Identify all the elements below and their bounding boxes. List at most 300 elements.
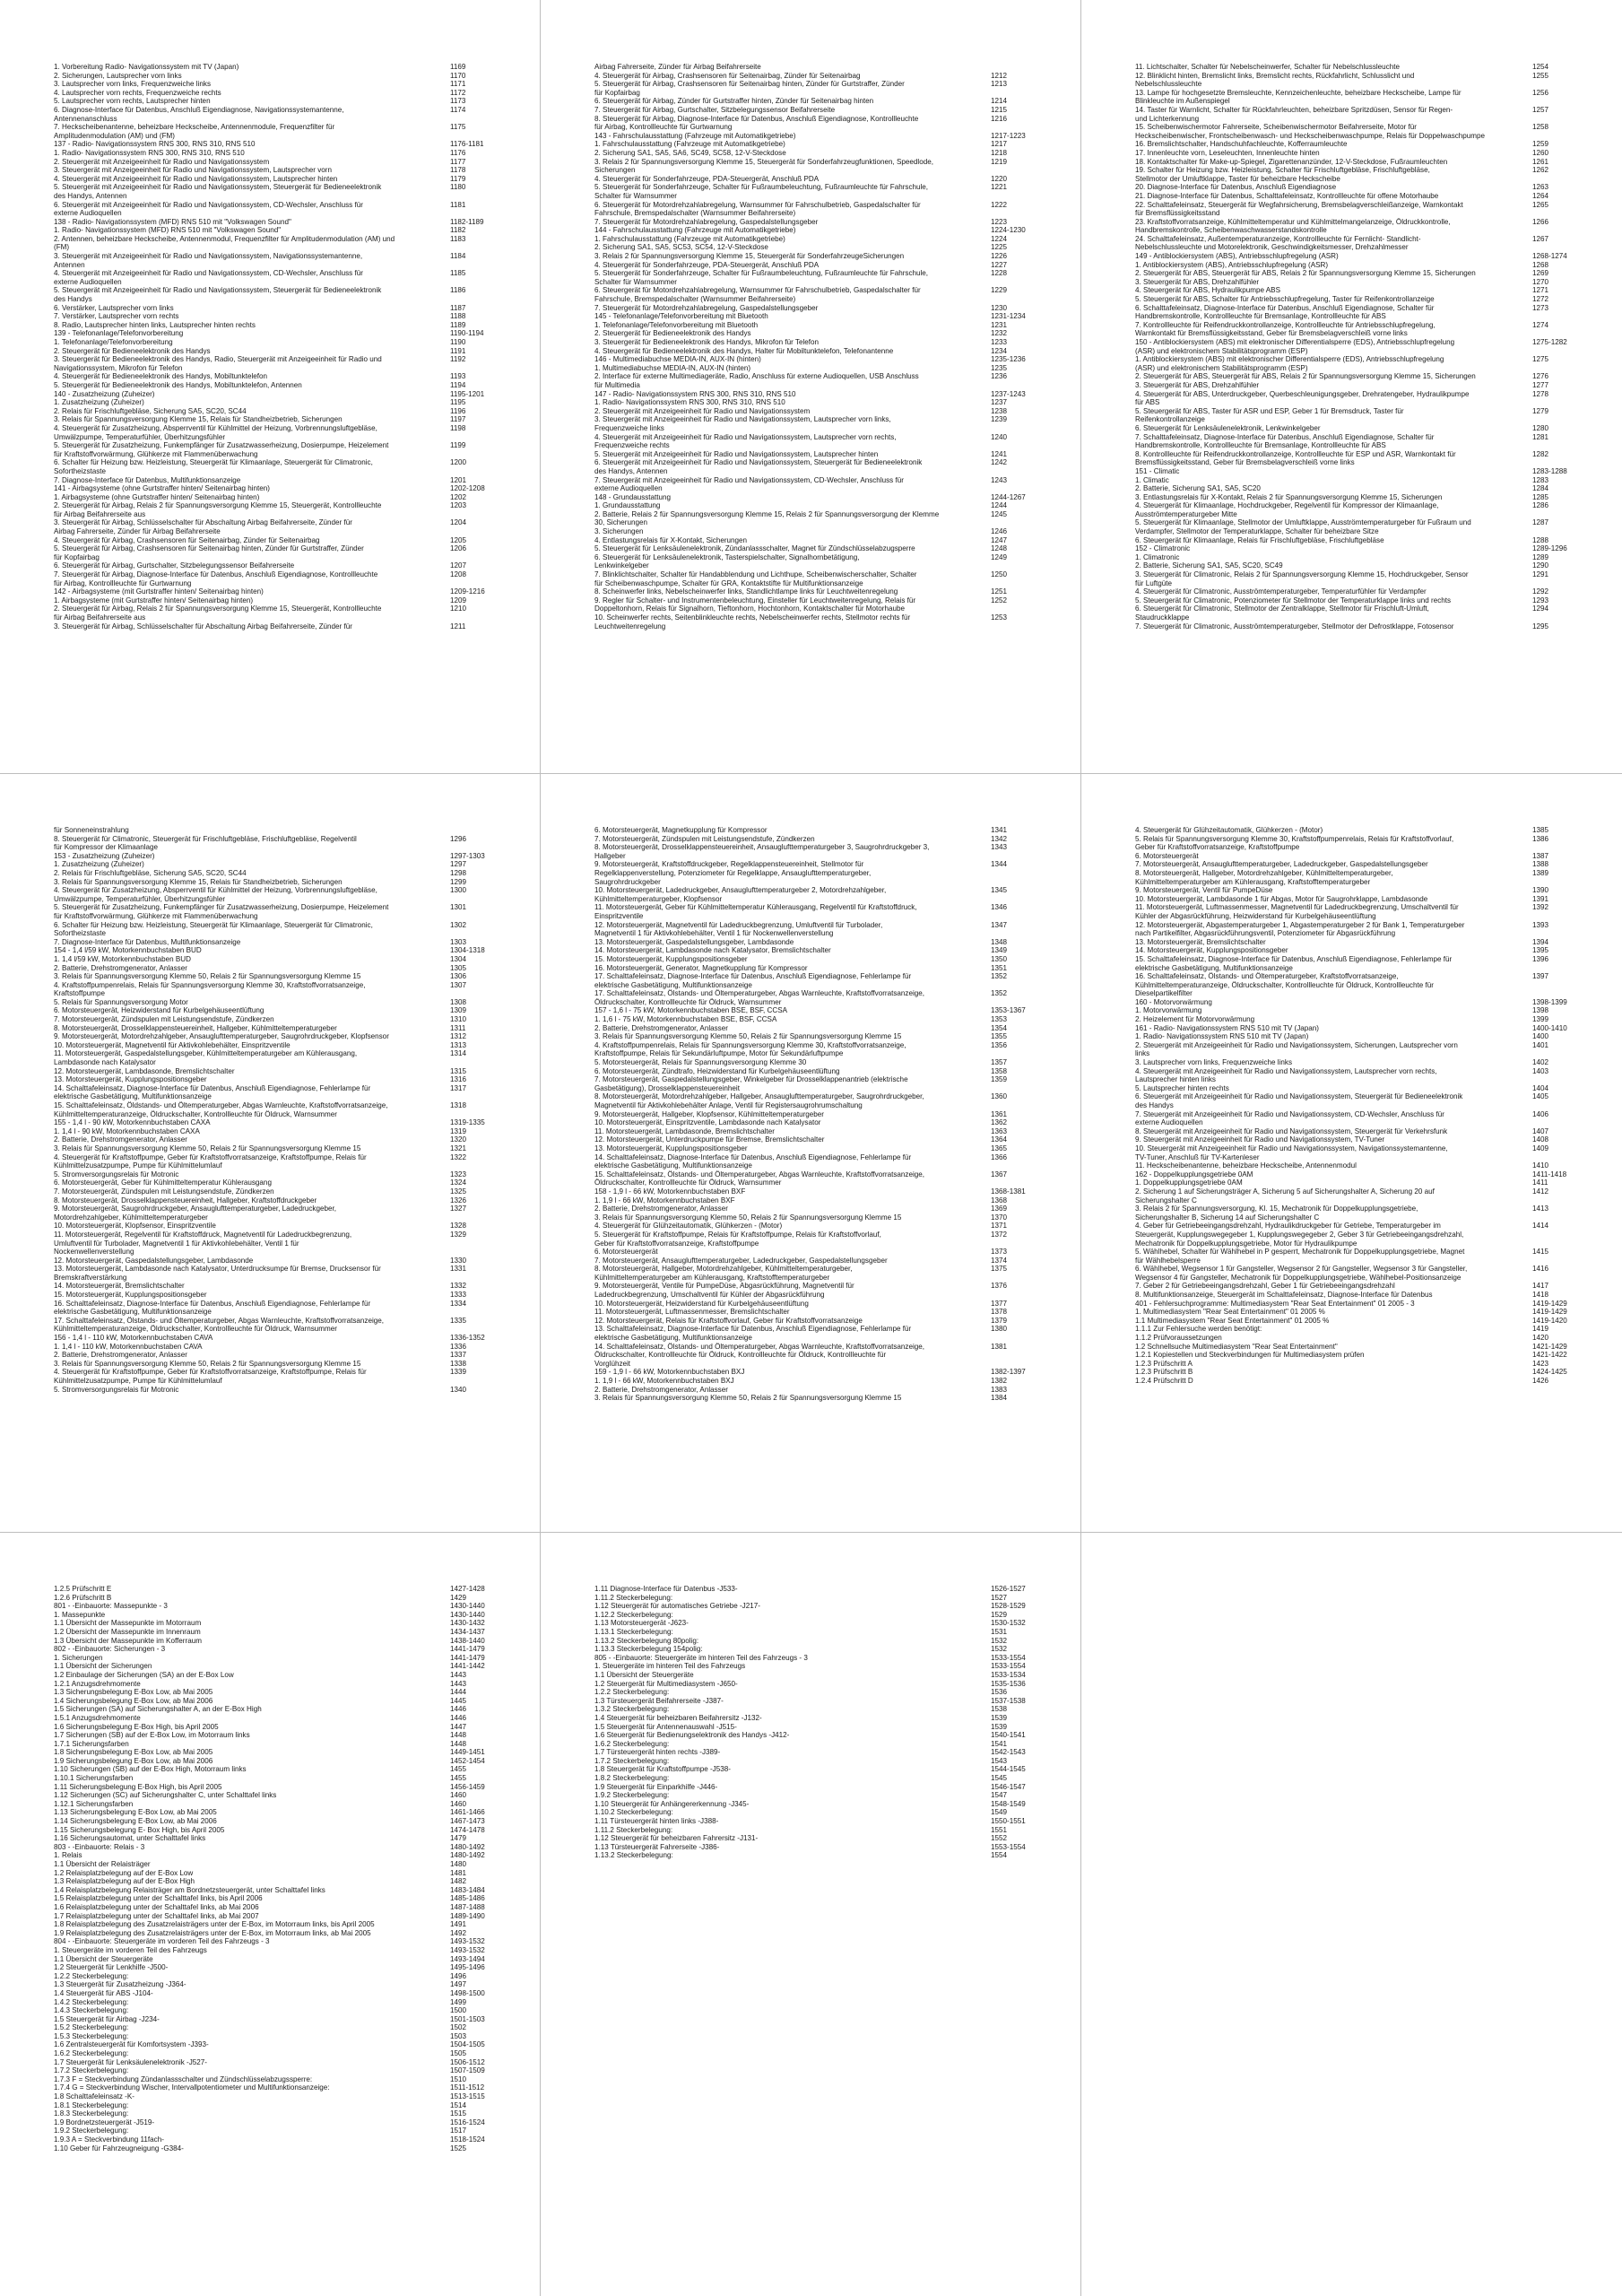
toc-entry-page: 1229	[991, 286, 1008, 295]
toc-entry	[54, 243, 516, 252]
toc-entry-title: Magnetventil 1 für Aktivkohlebehälter, Ventil 1 für Nockenwellenverstellung	[594, 929, 834, 938]
toc-entry	[54, 903, 516, 912]
toc-entry-title: Öldruckschalter, Kontrollleuchte für Öldruck, Warnsummer	[594, 1178, 782, 1187]
toc-entry	[54, 1274, 516, 1283]
toc-entry-page: 1404	[1532, 1083, 1549, 1092]
toc-entry-title: 1.11.2 Steckerbelegung:	[594, 1593, 673, 1602]
toc-entry-title: Dieselpartikelfilter	[1135, 989, 1193, 998]
toc-entry-title: 1.8.1 Steckerbelegung:	[54, 2100, 129, 2109]
toc-entry-title: 1.9.2 Steckerbelegung:	[54, 2126, 129, 2135]
toc-entry	[594, 1101, 1057, 1110]
toc-entry-page: 1491	[450, 1920, 467, 1929]
toc-entry-title: 140 - Zusatzheizung (Zuheizer)	[54, 389, 155, 398]
toc-entry-page: 1353	[991, 1015, 1008, 1024]
toc-entry	[594, 1127, 1057, 1136]
toc-entry	[594, 955, 1057, 964]
toc-entry-title: 143 - Fahrschulausstattung (Fahrzeuge mit Automatikgetriebe)	[594, 131, 796, 140]
toc-entry-page: 1176	[450, 148, 466, 157]
toc-entry	[1135, 1187, 1599, 1196]
toc-entry-title: 13. Motorsteuergerät, Lambdasonde nach Katalysator, Unterdrucksumpe für Bremse, Drucksensor für	[54, 1265, 381, 1274]
toc-entry-title: 1.2 Schnellsuche Multimediasystem "Rear Seat Entertainment"	[1135, 1342, 1338, 1351]
toc-entry	[1135, 1178, 1599, 1187]
toc-entry-page: 1493-1532	[450, 1945, 485, 1954]
toc-entry-title: 4. Geber für Getriebeeingangsdrehzahl, Hydraulikdruckgeber für Getriebe, Temperaturgeber im	[1135, 1222, 1441, 1231]
toc-entry-page: 1288	[1532, 535, 1549, 544]
toc-entry	[54, 1748, 516, 1757]
toc-entry-page: 1550-1551	[991, 1817, 1026, 1826]
toc-entry	[54, 878, 516, 887]
toc-entry	[1135, 886, 1599, 895]
toc-entry-page: 1381	[991, 1342, 1008, 1351]
toc-entry	[1135, 1317, 1599, 1326]
toc-entry	[54, 1671, 516, 1680]
toc-entry-title: 8. Motorsteuergerät, Hallgeber, Motordrehzahlgeber, Kühlmitteltemperaturgeber,	[1135, 868, 1393, 877]
toc-entry-page: 1198	[450, 423, 466, 432]
toc-entry-title: 6. Motorsteuergerät, Magnetkupplung für Kompressor	[594, 826, 768, 834]
toc-entry-title: 3. Relais 2 für Spannungsversorgung, Kl. 15, Mechatronik für Doppelkupplungsgetriebe,	[1135, 1205, 1418, 1213]
toc-entry-title: für Kompressor der Klimaanlage	[54, 843, 159, 852]
toc-entry-page: 1373	[991, 1248, 1008, 1257]
toc-entry-page: 1430-1440	[450, 1602, 485, 1611]
toc-entry-page: 1298	[450, 868, 467, 877]
toc-entry-page: 1423	[1532, 1359, 1549, 1368]
toc-entry	[54, 1231, 516, 1239]
toc-entry-page: 1482	[450, 1877, 467, 1886]
toc-entry	[1135, 364, 1599, 373]
toc-entry-title: 6. Motorsteuergerät	[1135, 851, 1199, 860]
toc-entry-title: 15. Schalttafeleinsatz, Diagnose-Interface für Datenbus, Anschluß Eigendiagnose, Fehlerlampe für	[1135, 954, 1453, 963]
toc-entry	[594, 1688, 1057, 1697]
toc-entry-title: 1.13 Motorsteuergerät -J623-	[594, 1619, 689, 1628]
toc-entry	[594, 596, 1057, 605]
toc-entry-page: 1396	[1532, 954, 1549, 963]
toc-entry-page: 1460	[450, 1791, 467, 1800]
toc-entry-title: für Luftgüte	[1135, 578, 1172, 587]
toc-entry	[54, 1714, 516, 1723]
toc-entry-title: 4. Steuergerät für Klimaanlage, Hochdruckgeber, Regelventil für Kompressor der Klimaanlage,	[1135, 501, 1439, 510]
toc-entry-page: 1438-1440	[450, 1636, 485, 1645]
toc-entry-title: 1.5.1 Anzugsdrehmomente	[54, 1713, 141, 1722]
toc-entry-page: 1517	[450, 2126, 467, 2135]
toc-entry-page: 1528-1529	[991, 1602, 1026, 1611]
toc-entry	[1135, 1213, 1599, 1222]
toc-entry-page: 1506-1512	[450, 2057, 485, 2066]
toc-entry	[1135, 226, 1599, 235]
toc-entry-page: 1535-1536	[991, 1679, 1026, 1688]
toc-entry-page: 1269	[1532, 269, 1549, 278]
toc-entry	[594, 390, 1057, 399]
toc-entry	[594, 278, 1057, 287]
toc-entry	[1135, 398, 1599, 407]
toc-entry	[54, 955, 516, 964]
toc-entry-title: für Sonneneinstrahlung	[54, 826, 129, 834]
toc-entry-page: 1421-1422	[1532, 1351, 1567, 1360]
toc-entry-page: 1382	[991, 1377, 1008, 1385]
toc-entry-page: 1527	[991, 1593, 1008, 1602]
toc-entry-title: 1.15 Sicherungsbelegung E- Box High, bis April 2005	[54, 1825, 225, 1834]
toc-entry-page: 1532	[991, 1645, 1008, 1654]
toc-entry-page: 1300	[450, 886, 467, 895]
toc-entry-page: 1216	[991, 114, 1008, 123]
toc-entry	[594, 407, 1057, 416]
toc-entry-page: 1239	[991, 415, 1008, 424]
toc-entry-title: 1.9 Steuergerät für Einparkhilfe -J446-	[594, 1782, 718, 1791]
toc-entry	[1135, 192, 1599, 201]
toc-entry-page: 1449-1451	[450, 1748, 485, 1757]
toc-entry-page: 1400	[1532, 1032, 1549, 1041]
toc-entry-title: 1. Climatic	[1135, 475, 1169, 484]
toc-entry-title: 1.7.2 Steckerbelegung:	[54, 2066, 129, 2075]
toc-entry-page: 1448	[450, 1731, 467, 1740]
toc-entry-title: 4. Steuergerät für Kraftstoffpumpe, Geber für Kraftstoffvorratsanzeige, Kraftstoffpumpe, Relais für	[54, 1368, 367, 1377]
toc-entry-page: 1377	[991, 1299, 1008, 1308]
toc-entry	[594, 1783, 1057, 1792]
toc-entry	[1135, 1067, 1599, 1076]
toc-entry	[54, 1912, 516, 1921]
toc-entry	[54, 1662, 516, 1671]
toc-entry-page: 1249	[991, 552, 1008, 561]
toc-entry-page: 1345	[991, 886, 1008, 895]
toc-entry-page: 1460	[450, 1799, 467, 1808]
toc-entry-page: 1265	[1532, 200, 1549, 209]
toc-entry-title: 4. Steuergerät für Kraftstoffpumpe, Geber für Kraftstoffvorratsanzeige, Kraftstoffpumpe, Relais für	[54, 1152, 367, 1161]
toc-entry-page: 1374	[991, 1256, 1008, 1265]
toc-entry-page: 1285	[1532, 492, 1549, 501]
toc-entry-page: 1272	[1532, 295, 1549, 304]
toc-entry	[54, 390, 516, 399]
toc-entry	[1135, 622, 1599, 631]
toc-entry	[54, 1637, 516, 1646]
toc-entry-page: 1281	[1532, 432, 1549, 441]
toc-entry	[594, 484, 1057, 493]
toc-entry-title: 4. Steuergerät für Glühzeitautomatik, Glühkerzen - (Motor)	[1135, 826, 1323, 834]
toc-entry-page: 1256	[1532, 88, 1549, 97]
toc-entry-title: 2. Heizelement für Motorvorwärmung	[1135, 1015, 1255, 1024]
toc-entry	[594, 1308, 1057, 1317]
document-page-7	[0, 1533, 540, 2296]
toc-entry-page: 1545	[991, 1774, 1008, 1783]
toc-entry	[54, 1153, 516, 1162]
toc-entry	[594, 938, 1057, 947]
toc-entry	[594, 1851, 1057, 1860]
toc-entry-title: 11. Motorsteuergerät, Gaspedalstellungsgeber, Kühlmitteltemperaturgeber am Kühlerausgang,	[54, 1049, 358, 1058]
toc-entry	[594, 1196, 1057, 1205]
toc-entry-title: Handbremskontrolle, Kontrollleuchte für Bremsanlage, Kontrollleuchte für ABS	[1135, 312, 1386, 321]
toc-entry-title: 5. Steuergerät für Klimaanlage, Stellmotor der Umluftklappe, Ausströmtemperaturgeber für Fußraum und	[1135, 518, 1471, 527]
toc-entry	[54, 209, 516, 218]
toc-entry-title: Stellmotor der Umluftklappe, Taster für beheizbare Heckscheibe	[1135, 174, 1340, 183]
toc-entry-title: 803 - -Einbauorte: Relais - 3	[54, 1842, 145, 1851]
toc-entry-title: 1. Steuergeräte im hinteren Teil des Fahrzeugs	[594, 1662, 746, 1671]
toc-entry-page: 1175	[450, 123, 466, 132]
toc-entry-page: 1332	[450, 1282, 467, 1291]
toc-entry-title: 4. Steuergerät mit Anzeigeeinheit für Radio und Navigationssystem, Lautsprecher vorn rechts,	[1135, 1066, 1437, 1075]
toc-entry-page: 1254	[1532, 63, 1549, 71]
toc-entry	[594, 544, 1057, 553]
toc-entry	[1135, 493, 1599, 502]
toc-entry-page: 1296	[450, 834, 467, 843]
toc-entry-title: 5. Stromversorgungsrelais für Motronic	[54, 1385, 179, 1394]
toc-entry-page: 1284	[1532, 484, 1549, 493]
toc-entry	[1135, 1351, 1599, 1360]
toc-entry-title: 147 - Radio- Navigationssystem RNS 300, RNS 310, RNS 510	[594, 389, 796, 398]
toc-entry-title: für Bremsflüssigkeitsstand	[1135, 209, 1220, 218]
toc-entry-title: 1. 1,6 l - 75 kW, Motorkennbuchstaben BSE, BSF, CCSA	[594, 1015, 777, 1024]
toc-entry	[1135, 1368, 1599, 1377]
toc-entry-page: 1217	[991, 140, 1008, 149]
toc-entry-page: 1492	[450, 1928, 467, 1937]
toc-entry	[1135, 895, 1599, 904]
toc-entry	[594, 243, 1057, 252]
toc-entry-page: 1401	[1532, 1040, 1549, 1049]
toc-entry	[594, 921, 1057, 930]
toc-entry	[1135, 115, 1599, 124]
toc-entry-page: 1297-1303	[450, 851, 485, 860]
toc-entry	[54, 1178, 516, 1187]
toc-entry	[594, 989, 1057, 998]
toc-entry-page: 1502	[450, 2023, 467, 2032]
toc-entry-title: 1.10 Sicherungen (SB) auf der E-Box High, Motorraum links	[54, 1765, 247, 1774]
toc-entry-title: 1. Radio- Navigationssystem RNS 300, RNS 310, RNS 510	[594, 398, 785, 407]
toc-entry	[1135, 201, 1599, 210]
toc-entry-title: 1.5 Sicherungen (SA) auf Sicherungshalter A, an der E-Box High	[54, 1705, 262, 1714]
toc-entry	[1135, 149, 1599, 158]
toc-entry-title: 14. Motorsteuergerät, Kupplungspositionsgeber	[1135, 946, 1288, 955]
toc-entry-title: 6. Steuergerät mit Anzeigeeinheit für Radio und Navigationssystem, Steuergerät für Bedieneelektronik	[1135, 1092, 1463, 1101]
toc-entry	[594, 1067, 1057, 1076]
toc-entry	[1135, 1239, 1599, 1248]
toc-entry-title: 2. Relais für Frischluftgebläse, Sicherung SA5, SC20, SC44	[54, 868, 247, 877]
toc-entry-title: 2. Steuergerät für ABS, Steuergerät für ABS, Relais 2 für Spannungsversorgung Klemme 15, Sicherungen	[1135, 372, 1476, 381]
toc-entry	[594, 1334, 1057, 1343]
toc-entry-title: 152 - Climatronic	[1135, 544, 1191, 553]
toc-entry	[1135, 518, 1599, 527]
toc-entry	[54, 261, 516, 270]
toc-entry-title: 9. Motorsteuergerät, Kraftstoffdruckgeber, Regelklappensteuereinheit, Stellmotor für	[594, 860, 864, 869]
toc-entry	[1135, 835, 1599, 844]
toc-entry-title: 16. Motorsteuergerät, Generator, Magnetkupplung für Kompressor	[594, 963, 808, 972]
toc-entry-page: 1312	[450, 1032, 467, 1041]
toc-entry-page: 1207	[450, 561, 467, 570]
toc-entry-title: 1.7 Steuergerät für Lenksäulenelektronik -J527-	[54, 2057, 207, 2066]
toc-entry	[594, 1662, 1057, 1671]
toc-entry-title: 3. Steuergerät für Bedieneelektronik des Handys, Radio, Steuergerät mit Anzeigeeinheit für Radio und	[54, 355, 382, 364]
toc-entry-title: 3. Relais für Spannungsversorgung Klemme 50, Relais 2 für Spannungsversorgung Klemme 15	[54, 972, 361, 981]
toc-entry-title: 1.2.2 Steckerbelegung:	[594, 1688, 670, 1697]
toc-entry	[594, 1723, 1057, 1732]
toc-entry-title: 5. Steuergerät für Kraftstoffpumpe, Relais für Kraftstoffpumpe, Relais für Kraftstoffvorlauf,	[594, 1230, 881, 1239]
toc-entry-title: für Airbag, Kontrollleuchte für Gurtwarnung	[594, 123, 733, 132]
toc-entry-title: 4. Kraftstoffpumpenrelais, Relais für Spannungsversorgung Klemme 30, Kraftstoffvorratsanzeige,	[54, 980, 366, 989]
toc-entry-page: 1447	[450, 1722, 467, 1731]
toc-entry-page: 1253	[991, 613, 1008, 622]
toc-entry-title: 5. Steuergerät für Sonderfahrzeuge, Schalter für Fußraumbeleuchtung, Fußraumleuchte für Fahrschule,	[594, 183, 929, 192]
toc-entry-page: 1245	[991, 509, 1008, 518]
toc-entry-page: 1328	[450, 1222, 467, 1231]
toc-entry-title: 4. Steuergerät für Sonderfahrzeuge, PDA-Steuergerät, Anschluß PDA	[594, 260, 820, 269]
toc-entry	[54, 1075, 516, 1084]
toc-entry	[594, 1602, 1057, 1611]
toc-entry-page: 1177	[450, 157, 466, 166]
toc-entry-title: 4. Steuergerät für Glühzeitautomatik, Glühkerzen - (Motor)	[594, 1222, 783, 1231]
toc-entry-title: 2. Batterie, Sicherung SA1, SA5, SC20	[1135, 484, 1261, 493]
toc-entry	[54, 1594, 516, 1603]
toc-entry	[54, 1817, 516, 1826]
toc-entry-title: 151 - Climatic	[1135, 466, 1180, 475]
toc-entry-page: 1304	[450, 954, 467, 963]
toc-entry-page: 1276	[1532, 372, 1549, 381]
toc-entry	[594, 192, 1057, 201]
toc-entry-title: 805 - -Einbauorte: Steuergeräte im hinteren Teil des Fahrzeugs - 3	[594, 1653, 808, 1662]
toc-entry-title: 3. Relais 2 für Spannungsversorgung Klemme 15, Steuergerät für Sonderfahrzeugfunktionen, Speedlode,	[594, 157, 933, 166]
toc-entry-page: 1362	[991, 1118, 1008, 1127]
document-page-6	[1081, 774, 1622, 1532]
toc-entry-title: Doppeltonhorn, Relais für Signalhorn, Tieftonhorn, Hochtonhorn, Kontaktschalter für Motorhaube	[594, 604, 905, 613]
toc-entry-title: 3. Steuergerät für ABS, Drehzahlfühler	[1135, 380, 1260, 389]
toc-entry-title: (ASR) und elektronischem Stabilitätsprogramm (ESP)	[1135, 346, 1308, 355]
toc-entry	[594, 1170, 1057, 1179]
toc-entry-title: 155 - 1,4 l - 90 kW, Motorkennbuchstaben CAXA	[54, 1118, 211, 1127]
toc-entry	[594, 132, 1057, 141]
toc-entry-page: 1544-1545	[991, 1765, 1026, 1774]
toc-entry	[1135, 1170, 1599, 1179]
toc-entry	[1135, 166, 1599, 175]
toc-entry	[594, 1748, 1057, 1757]
toc-entry-title: 1.9 Relaisplatzbelegung des Zusatzrelaisträgers unter der E-Box, im Motorraum links, ab Mai 2005	[54, 1928, 371, 1937]
toc-entry	[54, 1041, 516, 1050]
toc-entry	[594, 1671, 1057, 1680]
toc-entry-title: Nockenwellenverstellung	[54, 1248, 134, 1257]
toc-entry-page: 1394	[1532, 937, 1549, 946]
toc-entry-page: 1510	[450, 2074, 467, 2083]
toc-entry-title: 6. Motorsteuergerät, Zündtrafo, Heizwiderstand für Kurbelgehäuseentlüftung	[594, 1066, 840, 1075]
toc-entry-title: 5. Steuergerät für Airbag, Crashsensoren für Seitenairbag hinten, Zünder für Gurtstraffer, Zünder	[594, 80, 905, 89]
toc-entry	[594, 1049, 1057, 1058]
toc-entry	[54, 321, 516, 330]
toc-entry-title: 160 - Motorvorwärmung	[1135, 997, 1212, 1006]
toc-entry-page: 1339	[450, 1368, 467, 1377]
toc-entry-title: 6. Motorsteuergerät, Geber für Kühlmitteltemperatur Kühlerausgang	[54, 1178, 272, 1187]
toc-entry-page: 1467-1473	[450, 1817, 485, 1826]
toc-entry-page: 1257	[1532, 105, 1549, 114]
toc-entry	[594, 579, 1057, 588]
toc-entry	[1135, 278, 1599, 287]
toc-entry-page: 1323	[450, 1170, 467, 1178]
toc-entry-title: 15. Schalttafeleinsatz, Ölstands- und Öltemperaturgeber, Abgas Warnleuchte, Kraftstoffvorratsanzeige,	[594, 1170, 925, 1178]
toc-entry	[54, 201, 516, 210]
toc-entry-title: 11. Lichtschalter, Schalter für Nebelscheinwerfer, Schalter für Nebelschlussleuchte	[1135, 63, 1400, 71]
toc-entry	[1135, 613, 1599, 622]
toc-entry-title: 4. Steuergerät mit Anzeigeeinheit für Radio und Navigationssystem, Lautsprecher vorn rechts,	[594, 432, 897, 441]
toc-entry-page: 1197	[450, 415, 466, 424]
toc-entry-title: 4. Steuergerät für Bedieneelektronik des Handys, Mobiltunktelefon	[54, 372, 268, 381]
toc-entry-title: Lenkwinkelgeber	[594, 561, 649, 570]
toc-entry	[54, 1265, 516, 1274]
toc-entry	[54, 458, 516, 467]
toc-entry-title: 4. Kraftstoffpumpenrelais, Relais für Spannungsversorgung Klemme 30, Kraftstoffvorratsanzeige,	[594, 1040, 906, 1049]
toc-entry	[1135, 132, 1599, 141]
toc-entry	[1135, 1222, 1599, 1231]
toc-entry	[594, 1731, 1057, 1740]
toc-entry-title: für Kopfairbag	[594, 88, 640, 97]
toc-entry	[54, 1645, 516, 1654]
toc-entry-title: Kühlmitteltemperaturgeber am Kühlerausgang, Kraftstofftemperaturgeber	[1135, 877, 1371, 886]
toc-entry-title: Motordrehzahlgeber, Kühlmitteltemperaturgeber	[54, 1213, 208, 1222]
toc-entry-page: 1429	[450, 1593, 467, 1602]
toc-entry-title: für Airbag Beifahrerseite aus	[54, 509, 146, 518]
toc-entry-title: 2. Steuergerät für ABS, Steuergerät für ABS, Relais 2 für Spannungsversorgung Klemme 15, Sicherungen	[1135, 269, 1476, 278]
toc-entry-page: 1188	[450, 312, 466, 321]
toc-entry	[594, 149, 1057, 158]
toc-entry	[1135, 381, 1599, 390]
toc-entry-page: 1190	[450, 338, 466, 346]
toc-entry-page: 1511-1512	[450, 2083, 485, 2092]
toc-entry-title: 2. Sicherung 1 auf Sicherungsträger A, Sicherung 5 auf Sicherungshalter A, Sicherung 20 auf	[1135, 1187, 1435, 1196]
toc-entry	[594, 1274, 1057, 1283]
toc-entry-page: 1370	[991, 1213, 1008, 1222]
toc-entry	[1135, 1144, 1599, 1153]
toc-entry-title: 17. Schalttafeleinsatz, Diagnose-Interface für Datenbus, Anschluß Eigendiagnose, Fehlerlampe für	[594, 972, 912, 981]
toc-entry-page: 1419-1420	[1532, 1316, 1567, 1325]
toc-entry	[1135, 929, 1599, 938]
toc-entry-page: 1264	[1532, 191, 1549, 200]
toc-entry-page: 1179	[450, 174, 466, 183]
toc-entry-title: 2. Batterie, Drehstromgenerator, Anlasser	[54, 1135, 187, 1144]
toc-entry-title: 2. Batterie, Drehstromgenerator, Anlasser	[594, 1205, 728, 1213]
toc-entry-title: 1. 1,4 l - 110 kW, Motorkennbuchstaben CAVA	[54, 1342, 203, 1351]
toc-entry-page: 1283-1288	[1532, 466, 1567, 475]
toc-entry	[1135, 527, 1599, 536]
toc-entry	[594, 1757, 1057, 1766]
toc-entry	[54, 415, 516, 424]
toc-entry-title: 1.5.2 Steckerbelegung:	[54, 2023, 129, 2032]
toc-entry-title: 1. Multimediasystem "Rear Seat Entertainment" 01 2005 %	[1135, 1308, 1325, 1317]
toc-entry-title: 148 - Grundausstattung	[594, 492, 672, 501]
toc-entry-page: 1310	[450, 1015, 467, 1024]
toc-entry-title: 1. Sicherungen	[54, 1653, 103, 1662]
toc-entry	[594, 1791, 1057, 1800]
toc-entry-title: 7. Steuergerät für Airbag, Diagnose-Interface für Datenbus, Anschluß Eigendiagnose, Kontrollleuchte	[54, 570, 378, 579]
toc-entry	[1135, 218, 1599, 227]
toc-entry-page: 1180	[450, 183, 466, 192]
toc-entry-page: 1292	[1532, 587, 1549, 596]
toc-entry-title: 7. Steuergerät für Motordrehzahlabregelung, Gaspedalstellungsgeber	[594, 303, 819, 312]
toc-entry	[54, 218, 516, 227]
toc-entry	[594, 450, 1057, 459]
toc-entry-title: 3. Relais für Spannungsversorgung Klemme 50, Relais 2 für Spannungsversorgung Klemme 15	[54, 1144, 361, 1152]
toc-entry-page: 1199	[450, 441, 466, 450]
toc-entry-page: 1295	[1532, 622, 1549, 631]
toc-entry	[1135, 972, 1599, 981]
toc-entry-title: 6. Steuergerät mit Anzeigeeinheit für Radio und Navigationssystem, Steuergerät für Bedieneelektronik	[594, 458, 923, 467]
toc-entry	[594, 1619, 1057, 1628]
toc-entry-title: Leuchtweitenregelung	[594, 622, 666, 631]
toc-entry	[594, 878, 1057, 887]
toc-entry-title: 1.13 Türsteuergerät Fahrerseite -J386-	[594, 1842, 720, 1851]
toc-entry-title: 6. Schalter für Heizung bzw. Heizleistung, Steuergerät für Klimaanlage, Steuergerät für Climatronic,	[54, 920, 373, 929]
toc-entry-title: 1.13.2 Steckerbelegung 80polig:	[594, 1636, 699, 1645]
toc-entry-page: 1553-1554	[991, 1842, 1026, 1851]
toc-entry-page: 1392	[1532, 903, 1549, 912]
toc-entry-title: 1.6 Steuergerät für Bedienungselektronik des Handys -J412-	[594, 1731, 790, 1740]
toc-entry	[594, 1015, 1057, 1024]
toc-entry-title: 16. Schalttafeleinsatz, Diagnose-Interface für Datenbus, Anschluß Eigendiagnose, Fehlerlampe für	[54, 1299, 371, 1308]
toc-entry-page: 1352	[991, 972, 1008, 981]
toc-entry-title: 7. Motorsteuergerät, Gaspedalstellungsgeber, Winkelgeber für Drosselklappenantrieb (elektrische	[594, 1075, 908, 1084]
toc-entry-title: Hallgeber	[594, 851, 626, 860]
toc-entry-title: 1.2.5 Prüfschritt E	[54, 1585, 112, 1593]
toc-entry-page: 1283	[1532, 475, 1549, 484]
